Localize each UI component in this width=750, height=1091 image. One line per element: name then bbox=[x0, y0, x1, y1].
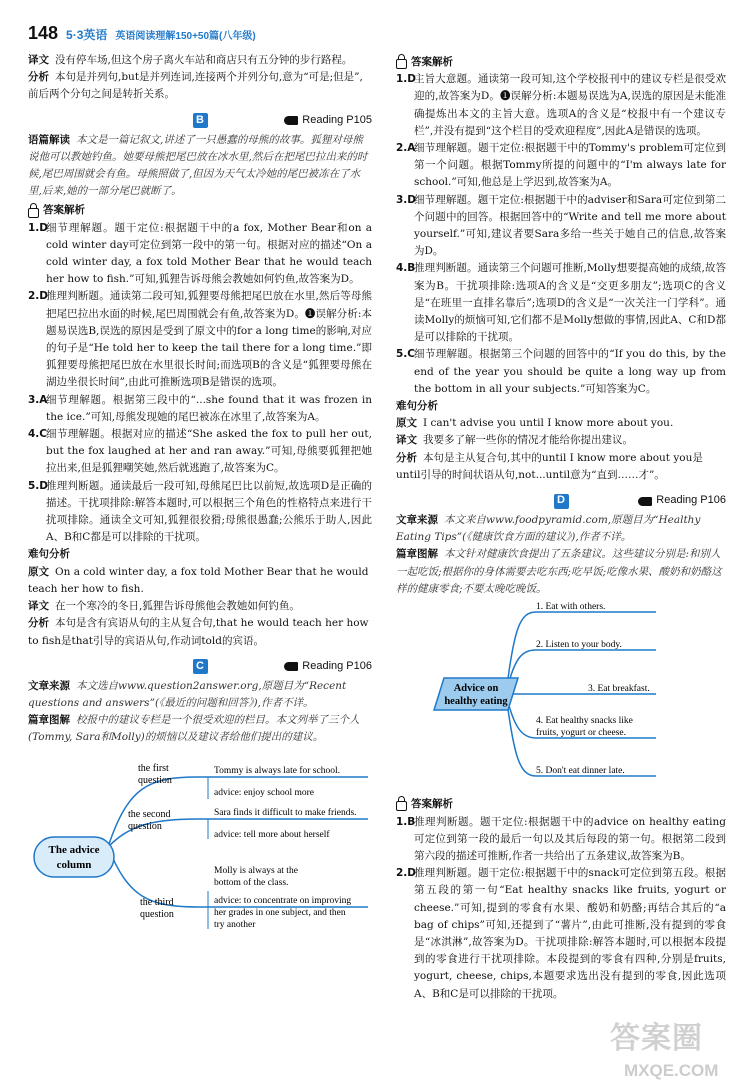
q2-label-2: question bbox=[128, 820, 162, 832]
center-node bbox=[34, 837, 114, 877]
tip-1: 1. Eat with others. bbox=[536, 602, 606, 613]
answer-item: 2.D 推理判断题。题干定位:根据题干中的snack可定位到第五段。根据第五段的第一句“Eat healthy snacks like fruits, yogurt or cheese.”可知,提到的零食有水果、酸奶和奶酪;再结合其后的“a bag of chips”可知,还提到了“薯片”,由此可推断,没有提到的零食是“冰淇淋”,故答案为D。干扰项排除:解答本题时,可以根据本段提到的零食进行干扰项排除。本段提到的零食有四种,分别是fruits, yogurt, cheese, chips,本题要求选出没有提到的零食,因此选项A、B和C是可以排除的干扰项。 bbox=[396, 867, 726, 1000]
translation-1: 译文 没有停车场,但这个房子离火车站和商店只有五分钟的步行路程。 bbox=[28, 54, 353, 66]
answer-item: 3.A 细节理解题。根据第三段中的“...she found that it was frozen in the ice.”可知,母熊发现她的尾巴被冻在冰里了,故答案为A。 bbox=[28, 393, 372, 423]
article-source-c: 文章来源 本文选自www.question2answer.org,原题目为“Recent questions and answers”(《最近的问题和回答》),作者不详。 bbox=[28, 679, 347, 709]
answer-heading-c: 答案解析 bbox=[396, 54, 726, 71]
shoe-icon bbox=[284, 116, 298, 125]
q3-problem-1: Molly is always at the bbox=[214, 865, 298, 876]
section-d-header bbox=[396, 490, 726, 512]
q1-problem: Tommy is always late for school. bbox=[214, 765, 340, 776]
tip-2: 2. Listen to your body. bbox=[536, 640, 622, 651]
watermark-logo: 答案圈 bbox=[610, 1022, 703, 1055]
reading-ref-b: Reading P105 bbox=[284, 112, 372, 129]
right-column bbox=[396, 52, 726, 1003]
difficult-sentence-heading: 难句分析 bbox=[396, 400, 438, 413]
book-title: 英语阅读理解150+50篇(八年级) bbox=[115, 31, 256, 42]
analysis-2: 分析 本句是含有宾语从句的主从复合句,that he would teach her how to fish是that引导的宾语从句,作动词told的宾语。 bbox=[28, 617, 369, 647]
center-label-2: healthy eating bbox=[444, 696, 508, 708]
tip-5: 5. Don't eat dinner late. bbox=[536, 766, 625, 777]
answer-item: 3.D 细节理解题。题干定位:根据题干中的adviser和Sara可定位到第二个问题中的回答。根据回答中的“Write and tell me more about yourself.”可知,建议者要Sara多给一些关于她自己的信息,故答案为D。 bbox=[396, 193, 726, 258]
answer-item: 2.D 推理判断题。通读第二段可知,狐狸要母熊把尾巴放在水里,然后等母熊把尾巴拉出水面的时候,尾巴周围就会有鱼,故答案为D。❶误解分析:本题易误选B,误选的原因是受到了原文中的for a long time的影响,对应的句子是“He told her to keep the tail there for a long time.”即狐狸要母熊把尾巴放在水里很长时间;而选项B的含义是“狐狸要母熊在湖边坐很长时间”,由此可推断选项B是错误的选项。 bbox=[28, 290, 372, 389]
q1-label: the first bbox=[138, 762, 169, 774]
analysis: 分析 本句是主从复合句,其中的until I know more about you是until引导的时间状语从句,not...until意为“直到……才”。 bbox=[396, 451, 703, 481]
brand-name: 5·3英语 bbox=[66, 28, 108, 42]
lock-icon bbox=[396, 801, 407, 811]
page-header bbox=[28, 25, 256, 47]
shoe-icon bbox=[638, 497, 652, 506]
answer-item: 5.D 推理判断题。通读最后一段可知,母熊尾巴比以前短,故选项D是正确的描述。干扰项排除:解答本题时,可以根据三个角色的性格特点来进行干扰项排除。通读全文可知,狐狸很狡猾;母熊很愚蠢;公熊乐于助人,因此A、B和C都是可以排除的干扰项。 bbox=[28, 479, 372, 544]
advice-column-diagram bbox=[28, 747, 372, 937]
lock-icon bbox=[396, 59, 407, 69]
answer-item: 2.A 细节理解题。题干定位:根据题干中的Tommy's problem可定位到第一个问题。根据Tommy所提的问题中的“I'm always late for school.”可知,他总是上学迟到,故答案为A。 bbox=[396, 142, 726, 189]
section-b-badge: B bbox=[193, 113, 208, 128]
section-c-badge: C bbox=[193, 659, 208, 674]
answer-heading-d: 答案解析 bbox=[396, 796, 726, 813]
answer-item: 5.C 细节理解题。根据第三个问题的回答中的“If you do this, by the end of the year you should be quite a long way up from the bottom in all your subjects.”可知答案为C。 bbox=[396, 348, 726, 395]
answer-item: 1.B 推理判断题。题干定位:根据题干中的advice on healthy eating可定位到第一段的最后一句以及其后每段的第一句。根据第二段到第六段的描述可推断,作者一共给出了五条建议,故答案为B。 bbox=[396, 815, 726, 862]
answers-b bbox=[28, 220, 372, 547]
center-label-1: Advice on bbox=[453, 683, 499, 695]
q3-label: the third bbox=[140, 896, 174, 908]
page-number: 148 bbox=[28, 23, 59, 43]
healthy-eating-diagram bbox=[396, 598, 726, 788]
q3-label-2: question bbox=[140, 908, 174, 920]
q3-problem-2: bottom of the class. bbox=[214, 877, 289, 888]
original-sentence: 原文 I can't advise you until I know more about you. bbox=[396, 417, 674, 430]
structure-diagram-d-note: 篇章图解 本文针对健康饮食提出了五条建议。这些建议分别是:和别人一起吃饭;根据你的身体需要去吃东西;吃早饭;吃像水果、酸奶和奶酪这样的健康零食;不要太晚吃晚饭。 bbox=[396, 548, 722, 595]
shoe-icon bbox=[284, 662, 298, 671]
reading-ref-c: Reading P106 bbox=[284, 658, 372, 675]
q2-advice: advice: tell more about herself bbox=[214, 829, 330, 840]
center-label-1: The advice bbox=[48, 843, 100, 856]
article-source-d: 文章来源 本文来自www.foodpyramid.com,原题目为“Healthy Eating Tips”(《健康饮食方面的建议》),作者不详。 bbox=[396, 514, 701, 544]
tip-4a: 4. Eat healthy snacks like bbox=[536, 716, 633, 727]
center-label-2: column bbox=[56, 858, 92, 871]
q3-advice-1: advice: to concentrate on improving bbox=[214, 895, 352, 906]
q3-advice-2: her grades in one subject, and then bbox=[214, 907, 346, 918]
watermark-url: MXQE.COM bbox=[624, 1061, 719, 1080]
lock-icon bbox=[28, 208, 39, 218]
analysis-1: 分析 本句是并列句,but是并列连词,连接两个并列分句,意为“可是;但是”,前后两个分句之间是转折关系。 bbox=[28, 71, 363, 101]
answers-d bbox=[396, 814, 726, 1003]
section-c-header bbox=[28, 656, 372, 678]
q2-label: the second bbox=[128, 808, 171, 820]
section-d-badge: D bbox=[554, 494, 569, 509]
answer-heading-b: 答案解析 bbox=[28, 202, 372, 219]
translation-2: 译文 在一个寒冷的冬日,狐狸告诉母熊他会教她如何钓鱼。 bbox=[28, 600, 300, 613]
q3-advice-3: try another bbox=[214, 919, 256, 930]
structure-diagram-c-note: 篇章图解 校报中的建议专栏是一个很受欢迎的栏目。本文列举了三个人(Tommy, Sara和Molly)的烦恼以及建议者给他们提出的建议。 bbox=[28, 714, 360, 744]
answer-item: 4.C 细节理解题。根据对应的描述“She asked the fox to pull her out, but the fox laughed at her and ran away.”可知,母熊要狐狸把她拉出来,但是狐狸嘲笑她,然后就逃跑了,故答案为C。 bbox=[28, 428, 372, 475]
q2-problem: Sara finds it difficult to make friends. bbox=[214, 807, 357, 818]
answer-item: 1.D 主旨大意题。通读第一段可知,这个学校报刊中的建议专栏是很受欢迎的,故答案为D。❶误解分析:本题易误选为A,误选的原因是未能准确提炼出本文的主旨大意。选项A的含义是“校报中有一个建议专栏”,并没有提到“这个栏目的受欢迎程度”,因此A是错误的选项。 bbox=[396, 73, 726, 137]
answers-c bbox=[396, 71, 726, 398]
original-sentence: 原文 On a cold winter day, a fox told Mother Bear that he would teach her how to fish. bbox=[28, 565, 369, 595]
q1-label-2: question bbox=[138, 774, 172, 786]
q1-advice: advice: enjoy school more bbox=[214, 787, 314, 798]
tip-4b: fruits, yogurt or cheese. bbox=[536, 728, 626, 739]
reading-ref-d: Reading P106 bbox=[638, 492, 726, 509]
translation: 译文 我要多了解一些你的情况才能给你提出建议。 bbox=[396, 434, 633, 447]
difficult-sentence-heading: 难句分析 bbox=[28, 548, 70, 561]
section-b-header bbox=[28, 110, 372, 132]
left-column bbox=[28, 52, 372, 943]
tip-3: 3. Eat breakfast. bbox=[588, 684, 650, 695]
answer-item: 1.D 细节理解题。题干定位:根据题干中的a fox, Mother Bear和on a cold winter day可定位到第一段中的第一句。根据对应的描述“On a cold winter day, a fox told Mother Bear that he would teach her how to fish.”可知,狐狸告诉母熊会教她如何钓鱼,故答案为D。 bbox=[28, 221, 372, 286]
answer-item: 4.B 推理判断题。通读第三个问题可推断,Molly想要提高她的成绩,故答案为B。干扰项排除:选项A的含义是“交更多朋友”;选项C的含义是“在班里一直排名靠后”;选项D的含义是“一次关注一门学科”。通读Molly的烦恼可知,它们都不是Molly想做的事情,因此A、C和D都是可以排除的干扰项。 bbox=[396, 262, 726, 344]
passage-summary-b: 语篇解读 本文是一篇记叙文,讲述了一只愚蠢的母熊的故事。狐狸对母熊说他可以教她钓鱼。她要母熊把尾巴放在冰水里,然后在把尾巴拉出来的时候,尾巴周围就会有鱼。母熊照做了,但因为天气太冷她的尾巴被冻在了水里,后来,她的一部分尾巴就断了。 bbox=[28, 133, 368, 198]
